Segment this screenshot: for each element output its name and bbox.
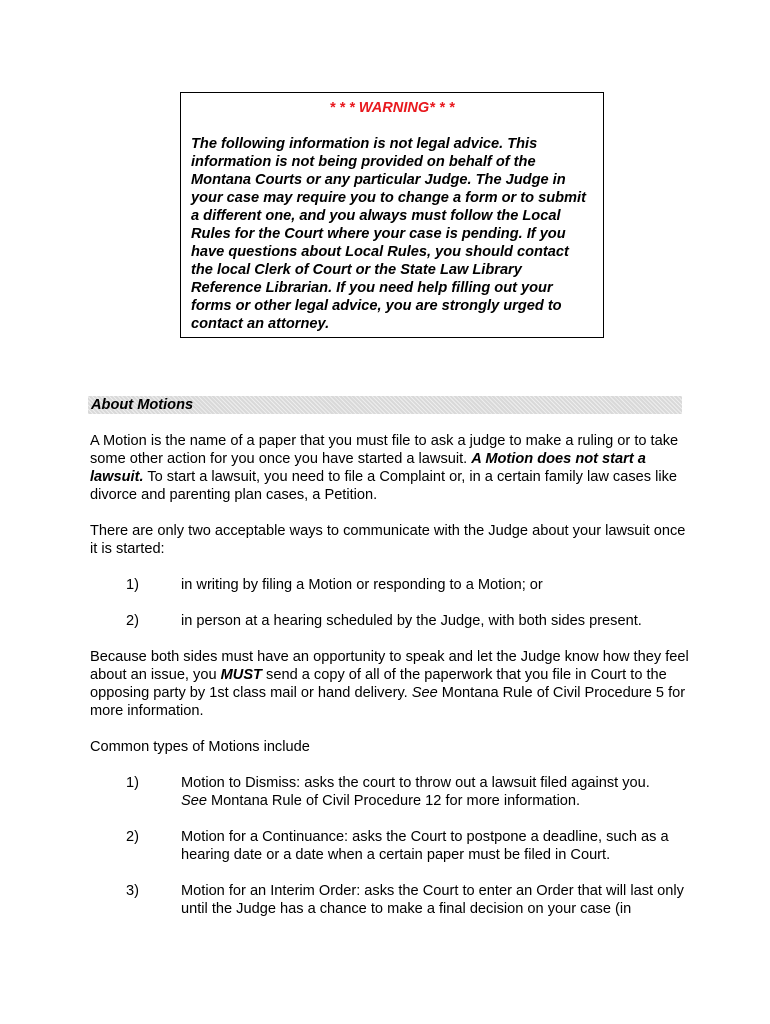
list-text: in writing by filing a Motion or responding to a Motion; or (181, 577, 543, 593)
list-item (90, 774, 690, 810)
citation-signal: See (181, 793, 207, 809)
list-item (90, 882, 690, 918)
list-item (90, 576, 690, 594)
list-number: 3) (126, 883, 139, 899)
list-number: 2) (126, 613, 139, 629)
list-item (90, 612, 690, 630)
paragraph-motion-definition (90, 432, 690, 504)
emphasis-text: MUST (220, 667, 262, 683)
list-number: 1) (126, 775, 139, 791)
list-text: in person at a hearing scheduled by the Judge, with both sides present. (181, 613, 642, 629)
list-text: Motion for an Interim Order: asks the Court to enter an Order that will last only until the Judge has a chance to make a final decision on your case (in (181, 883, 684, 917)
paragraph-service (90, 648, 690, 720)
list-number: 2) (126, 829, 139, 845)
text-run: Because both sides must have an opportunity to speak and let the Judge know how they feel about an issue, you (90, 649, 689, 683)
list-item (90, 828, 690, 864)
warning-title: * * * WARNING* * * (329, 100, 455, 116)
paragraph-common-types: Common types of Motions include (90, 739, 310, 755)
section-header-about-motions: About Motions (88, 396, 682, 414)
text-run: Montana Rule of Civil Procedure 12 for more information. (206, 793, 581, 809)
list-number: 1) (126, 577, 139, 593)
text-run: Motion to Dismiss: asks the court to throw out a lawsuit filed against you. (181, 775, 650, 791)
text-run: To start a lawsuit, you need to file a Complaint or, in a certain family law cases like divorce and parenting plan cases, a Petition. (90, 469, 677, 503)
list-text (181, 774, 690, 810)
list-text: Motion for a Continuance: asks the Court to postpone a deadline, such as a hearing date or a date when a certain paper must be filed in Court. (181, 829, 669, 863)
text-run: Montana Rule of Civil Procedure 5 for more information. (90, 685, 686, 719)
text-run: send a copy of all of the paperwork that you file in Court to the opposing party by 1st class mail or hand delivery. (90, 667, 667, 701)
emphasis-text: A Motion does not start a lawsuit. (90, 451, 646, 485)
paragraph-communication: There are only two acceptable ways to communicate with the Judge about your lawsuit once it is started: (90, 523, 686, 557)
text-run: A Motion is the name of a paper that you must file to ask a judge to make a ruling or to take some other action for you once you have started a lawsuit. (90, 433, 679, 467)
warning-text: The following information is not legal advice. This information is not being provided on behalf of the Montana Courts or any particular Judge. The Judge in your case may require you to change a form or to submit a different one, and you always must follow the Local Rules for the Court where your case is pending. If you have questions about Local Rules, you should contact the local Clerk of Court or the State Law Library Reference Librarian. If you need help filling out your forms or other legal advice, you are strongly urged to contact an attorney. (191, 136, 586, 332)
document-body (90, 432, 690, 936)
citation-signal: See (411, 685, 438, 701)
legal-warning-box (180, 92, 604, 338)
